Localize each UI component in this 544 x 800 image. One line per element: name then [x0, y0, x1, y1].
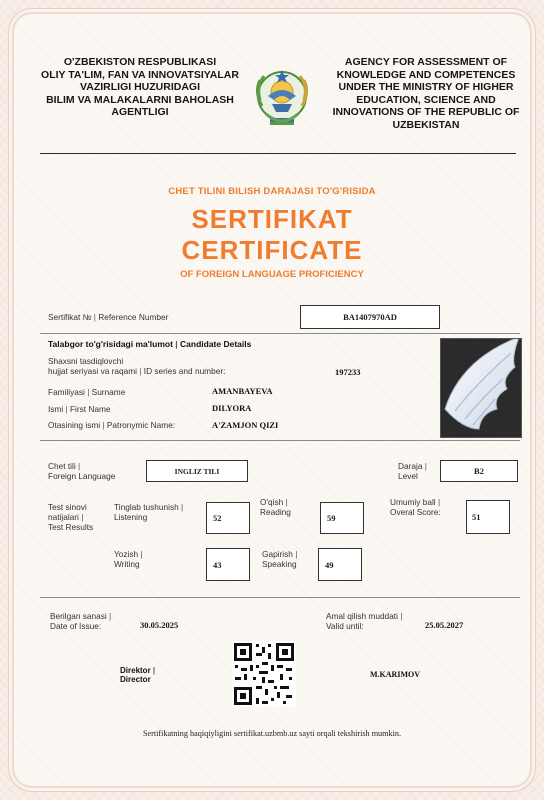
reading-score-box	[320, 502, 364, 534]
header-left-line: OLIY TA'LIM, FAN VA INNOVATSIYALAR	[41, 68, 239, 81]
language-value: INGLIZ TILI	[174, 466, 220, 476]
writing-label-en: Writing	[114, 559, 140, 569]
listening-label-en: Listening	[114, 512, 148, 522]
speaking-score-box	[318, 548, 362, 581]
valid-until-label: Amal qilish muddati | Valid until:	[326, 611, 403, 631]
divider	[40, 597, 520, 598]
language-box	[146, 460, 248, 482]
writing-label-uz: Yozish	[114, 549, 139, 559]
header-left	[30, 56, 250, 119]
issue-date-value: 30.05.2025	[140, 620, 179, 630]
header-right-line: INNOVATIONS OF THE REPUBLIC OF	[332, 106, 520, 118]
qr-code[interactable]	[232, 641, 296, 707]
overall-label: Umumiy ball | Overal Score:	[390, 497, 441, 517]
results-label-line2: natijalari	[48, 512, 79, 522]
first-name-value: DILYORA	[212, 403, 252, 413]
header-right	[318, 56, 534, 131]
subtitle-top: CHET TILINI BILISH DARAJASI TO'G'RISIDA	[168, 186, 376, 197]
header-left-line: VAZIRLIGI HUZURIDAGI	[80, 81, 200, 93]
reference-number-box	[300, 305, 440, 329]
patronymic-value: A'ZAMJON QIZI	[212, 420, 279, 430]
valid-until-label-en: Valid until:	[326, 621, 364, 631]
candidate-photo	[440, 338, 522, 438]
title-sertifikat: SERTIFIKAT	[191, 204, 353, 234]
header-left-line: O'ZBEKISTON RESPUBLIKASI	[63, 56, 217, 68]
header-left-line: BILIM VA MALAKALARNI BAHOLASH	[46, 93, 234, 106]
writing-label: Yozish | Writing	[114, 549, 143, 569]
header-right-line: UNDER THE MINISTRY OF HIGHER	[338, 81, 514, 93]
issue-date-label: Berilgan sanasi | Date of Issue:	[50, 611, 112, 631]
surname-value: AMANBAYEVA	[212, 386, 273, 396]
language-label: Chet tili | Foreign Language	[48, 461, 116, 481]
level-label-en: Level	[398, 471, 418, 481]
id-label-line1: Shaxsni tasdiqlovchi	[48, 356, 124, 366]
first-name-label-uz: Ismi	[48, 404, 64, 414]
overall-label-uz: Umumiy ball	[390, 497, 436, 507]
language-label-uz: Chet tili	[48, 461, 76, 471]
valid-until-label-uz: Amal qilish muddati	[326, 611, 398, 621]
language-label-en: Foreign Language	[48, 471, 116, 481]
first-name-label-en: First Name	[69, 404, 111, 414]
speaking-label-uz: Gapirish	[262, 549, 293, 559]
id-label-en: ID series and number:	[143, 366, 226, 376]
reading-label-uz: O'qish	[260, 497, 284, 507]
wing-icon	[441, 339, 521, 437]
verification-note: Sertifikatning haqiqiyligini sertifikat.uzbmb.uz sayti orqali tekshirish mumkin.	[142, 729, 402, 738]
header-left-line: AGENTLIGI	[111, 106, 169, 118]
overall-score: 51	[472, 512, 481, 522]
reference-number-value: BA1407970AD	[343, 312, 397, 322]
director-label-en: Director	[120, 675, 151, 684]
listening-label: Tinglab tushunish | Listening	[114, 502, 184, 522]
header-right-line: UZBEKISTAN	[392, 118, 460, 131]
listening-label-uz: Tinglab tushunish	[114, 502, 179, 512]
first-name-label: Ismi | First Name	[48, 404, 111, 414]
reference-label-en: Reference Number	[98, 312, 169, 322]
listening-score: 52	[213, 513, 222, 523]
speaking-score: 49	[325, 559, 334, 570]
header-rule	[40, 153, 516, 154]
header-right-line: KNOWLEDGE AND COMPETENCES	[336, 68, 516, 81]
surname-label-uz: Familiyasi	[48, 387, 85, 397]
overall-score-box	[466, 500, 510, 534]
header-right-line: EDUCATION, SCIENCE AND	[356, 93, 496, 106]
id-label-line2: hujjat seriyasi va raqami	[48, 366, 137, 376]
valid-until-value: 25.05.2027	[425, 620, 464, 630]
level-label: Daraja | Level	[398, 461, 427, 481]
reading-label: O'qish | Reading	[260, 497, 291, 517]
surname-label-en: Surname	[91, 387, 126, 397]
reference-label: Sertifikat № | Reference Number	[48, 312, 169, 322]
surname-label: Familiyasi | Surname	[48, 387, 126, 397]
patronymic-label-en: Patronymic Name:	[106, 420, 176, 430]
listening-score-box	[206, 502, 250, 534]
level-value: B2	[474, 466, 484, 476]
writing-score-box	[206, 548, 250, 581]
reading-score: 59	[327, 513, 336, 523]
director-name: M.KARIMOV	[370, 670, 420, 679]
candidate-section-uz: Talabgor to'g'risidagi ma'lumot	[48, 339, 173, 349]
subtitle-bottom: OF FOREIGN LANGUAGE PROFICIENCY	[180, 269, 364, 280]
speaking-label-en: Speaking	[262, 559, 297, 569]
id-value: 197233	[335, 367, 361, 377]
state-emblem-icon	[252, 66, 312, 132]
header-right-line: AGENCY FOR ASSESSMENT OF	[344, 56, 508, 68]
writing-score: 43	[213, 559, 222, 570]
level-box	[440, 460, 518, 482]
results-label-en: Test Results	[48, 522, 94, 532]
divider	[40, 333, 520, 334]
title-certificate: CERTIFICATE	[181, 235, 363, 265]
issue-date-label-en: Date of Issue:	[50, 621, 102, 631]
divider	[40, 440, 520, 441]
patronymic-label: Otasining ismi | Patronymic Name:	[48, 420, 176, 430]
director-label: Direktor | Director	[120, 666, 156, 684]
reading-label-en: Reading	[260, 507, 291, 517]
results-label-line1: Test sinovi	[48, 502, 87, 512]
issue-date-label-uz: Berilgan sanasi	[50, 611, 107, 621]
reference-label-uz: Sertifikat №	[48, 312, 92, 322]
director-label-uz: Direktor	[120, 666, 151, 675]
candidate-section-en: Candidate Details	[180, 339, 252, 349]
results-label: Test sinovi natijalari | Test Results	[48, 502, 94, 532]
patronymic-label-uz: Otasining ismi	[48, 420, 101, 430]
overall-label-en: Overal Score:	[390, 507, 441, 517]
id-label: Shaxsni tasdiqlovchi hujjat seriyasi va raqami | ID series and number:	[48, 356, 226, 376]
level-label-uz: Daraja	[398, 461, 423, 471]
candidate-section-title: Talabgor to'g'risidagi ma'lumot | Candidate Details	[48, 339, 252, 349]
speaking-label: Gapirish | Speaking	[262, 549, 298, 569]
